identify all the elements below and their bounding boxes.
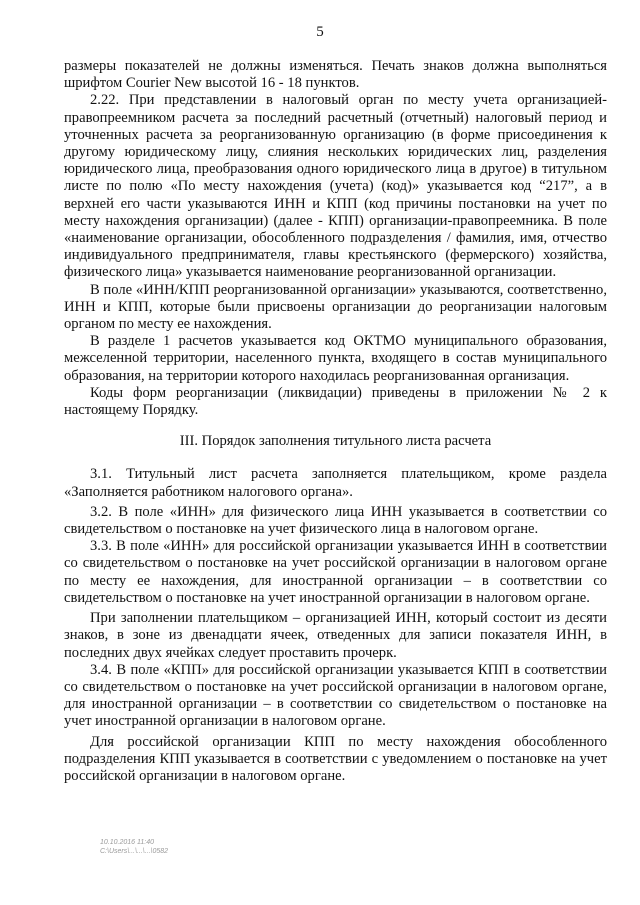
document-body	[64, 58, 607, 785]
paragraph: При заполнении плательщиком – организацией ИНН, который состоит из десяти знаков, в зоне из двенадцати ячеек, отведенных для записи показателя ИНН, в последних двух ячейках следует проставить прочерк.	[64, 610, 607, 661]
page-number: 5	[316, 24, 324, 40]
paragraph: 3.2. В поле «ИНН» для физического лица ИНН указывается в соответствии со свидетельством о постановке на учет физического лица в налоговом органе.	[64, 503, 607, 538]
paragraph: 3.3. В поле «ИНН» для российской организации указывается ИНН в соответствии со свидетельством о постановке на учет российской организации в налоговом органе по месту ее нахождения, для иностранной организации – в соответствии со свидетельством о постановке на учет иностранной организации в налоговом органе.	[64, 538, 607, 606]
stamp-line: 10.10.2016 11:40	[100, 839, 154, 846]
paragraph: В поле «ИНН/КПП реорганизованной организации» указываются, соответственно, ИНН и КПП, которые были присвоены организации до реорганизации налоговым органом по месту ее нахождения.	[64, 281, 607, 333]
stamp-line: С:\Users\...\...\...\0582	[100, 848, 169, 855]
paragraph: Для российской организации КПП по месту нахождения обособленного подразделения КПП указывается в соответствии с уведомлением о постановке на учет российской организации в налоговом органе.	[64, 733, 607, 784]
section-heading: III. Порядок заполнения титульного листа расчета	[179, 433, 492, 450]
paragraph: 3.4. В поле «КПП» для российской организации указывается КПП в соответствии со свидетельством о постановке на учет российской организации в налоговом органе, для иностранной организации – в соответствии со свидетельством о постановке на учет иностранной организации в налоговом органе.	[64, 661, 607, 730]
paragraph: размеры показателей не должны изменяться. Печать знаков должна выполняться шрифтом Courier New высотой 16 - 18 пунктов.	[64, 58, 607, 92]
paragraph: В разделе 1 расчетов указывается код ОКТМО муниципального образования, межселенной территории, населенного пункта, входящего в состав муниципального образования, на территории которого находилась реорганизованная организация.	[64, 333, 607, 384]
paragraph: Коды форм реорганизации (ликвидации) приведены в приложении № 2 к настоящему Порядку.	[64, 384, 607, 419]
paragraph: 2.22. При представлении в налоговый орган по месту учета организацией-правопреемником расчета за последний расчетный (отчетный) налоговый период и уточненных расчета за реорганизованную организацию (в форме присоединения к другому юридическому лицу, слияния нескольких юридических лиц, разделения юридического лица, преобразования одного юридического лица в другое) в титульном листе по полю «По месту нахождения (учета) (код)» указывается код “217”, а в верхней его части указываются ИНН и КПП (код причины постановки на учет по месту нахождения организации) (далее - КПП) организации-правопреемника. В поле «наименование организации, обособленного подразделения / фамилия, имя, отчество индивидуального предпринимателя, главы крестьянского (фермерского) хозяйства, физического лица» указывается наименование реорганизованной организации.	[64, 92, 607, 281]
paragraph: 3.1. Титульный лист расчета заполняется плательщиком, кроме раздела «Заполняется работником налогового органа».	[64, 466, 607, 500]
print-stamp	[100, 838, 168, 856]
